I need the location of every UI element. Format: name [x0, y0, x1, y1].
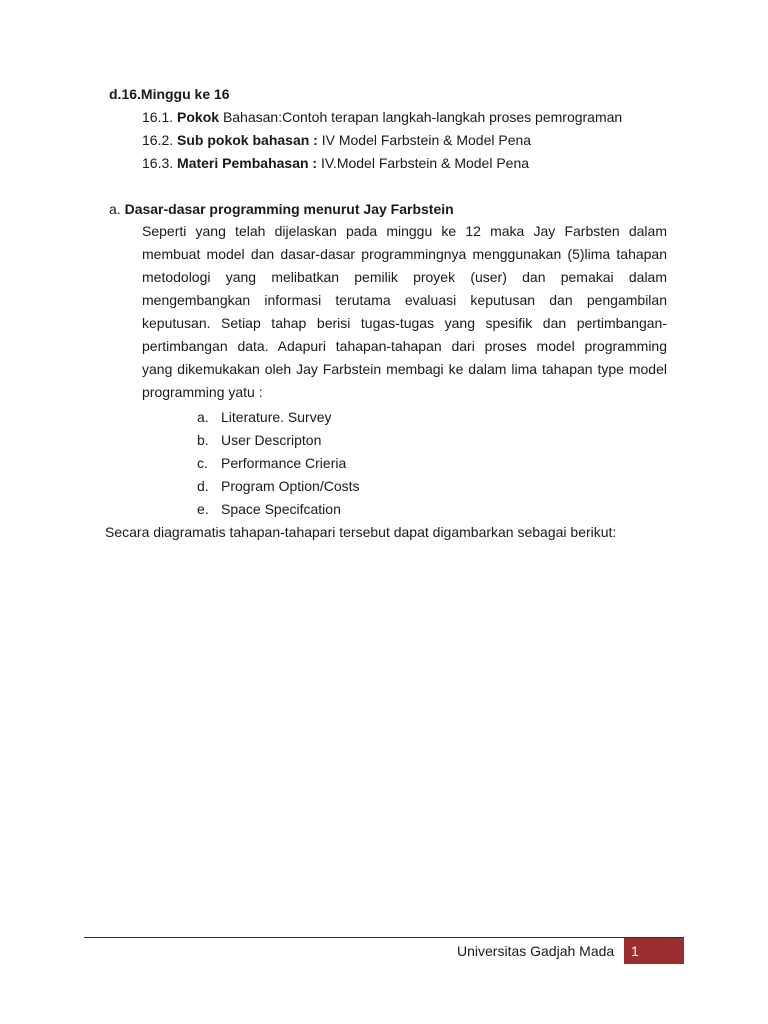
- list-item-text: Performance Crieria: [221, 455, 347, 471]
- paragraph-line: Seperti yang telah dijelaskan pada minggu ke 12 maka Jay Farbsten dalam: [142, 223, 667, 239]
- topic-text: IV.Model Farbstein & Model Pena: [320, 155, 530, 171]
- topic-label: Pokok: [177, 109, 220, 125]
- topic-text: Bahasan:Contoh terapan langkah-langkah proses pemrograman: [222, 109, 623, 125]
- list-item: [197, 429, 360, 452]
- section-marker: a.: [109, 201, 121, 217]
- list-item: [197, 475, 360, 498]
- footer-divider: [84, 937, 684, 938]
- paragraph-line: yang dikemukakan oleh Jay Farbstein membagi ke dalam lima tahapan type model: [142, 361, 667, 377]
- paragraph-line: metodologi yang melibatkan pemilik proyek (user) dan pemakai dalam: [142, 269, 667, 285]
- topic-number: 16.2.: [142, 132, 174, 148]
- list-item-text: User Descripton: [221, 432, 322, 448]
- list-marker: b.: [197, 432, 209, 448]
- paragraph-line: programming yatu :: [142, 384, 263, 400]
- topic-label: Materi Pembahasan :: [177, 155, 318, 171]
- list-marker: e.: [197, 501, 209, 517]
- list-item: [197, 498, 360, 521]
- paragraph-line: mengembangkan informasi terutama evaluasi keputusan dan pengambilan: [142, 292, 667, 308]
- topic-16-3: [142, 154, 529, 172]
- section-title: Dasar-dasar programming menurut Jay Farbstein: [124, 201, 454, 217]
- page-number-badge: [624, 938, 684, 964]
- week-title: d.16.Minggu ke 16: [109, 86, 230, 102]
- stage-list: [197, 406, 360, 521]
- paragraph-line: membuat model dan dasar-dasar programmingnya menggunakan (5)lima tahapan: [142, 246, 667, 262]
- section-heading: [109, 200, 454, 218]
- page-number: 1: [631, 943, 639, 959]
- list-item: [197, 406, 360, 429]
- list-marker: c.: [197, 455, 208, 471]
- closing-sentence: Secara diagramatis tahapan-tahapari tersebut dapat digambarkan sebagai berikut:: [105, 524, 617, 540]
- topic-number: 16.1.: [142, 109, 174, 125]
- list-item-text: Literature. Survey: [221, 409, 332, 425]
- topic-number: 16.3.: [142, 155, 174, 171]
- list-item-text: Space Specifcation: [221, 501, 341, 517]
- list-item-text: Program Option/Costs: [221, 478, 360, 494]
- list-marker: a.: [197, 409, 209, 425]
- list-item: [197, 452, 360, 475]
- footer-institution: Universitas Gadjah Mada: [457, 943, 615, 959]
- paragraph-line: keputusan. Setiap tahap berisi tugas-tugas yang spesifik dan pertimbangan-: [142, 315, 667, 331]
- list-marker: d.: [197, 478, 209, 494]
- topic-16-2: [142, 131, 531, 149]
- paragraph-line: pertimbangan data. Adapuri tahapan-tahapan dari proses model programming: [142, 338, 667, 354]
- topic-16-1: [142, 108, 622, 126]
- body-paragraph: [142, 220, 667, 404]
- topic-label: Sub pokok bahasan :: [177, 132, 318, 148]
- topic-text: IV Model Farbstein & Model Pena: [321, 132, 532, 148]
